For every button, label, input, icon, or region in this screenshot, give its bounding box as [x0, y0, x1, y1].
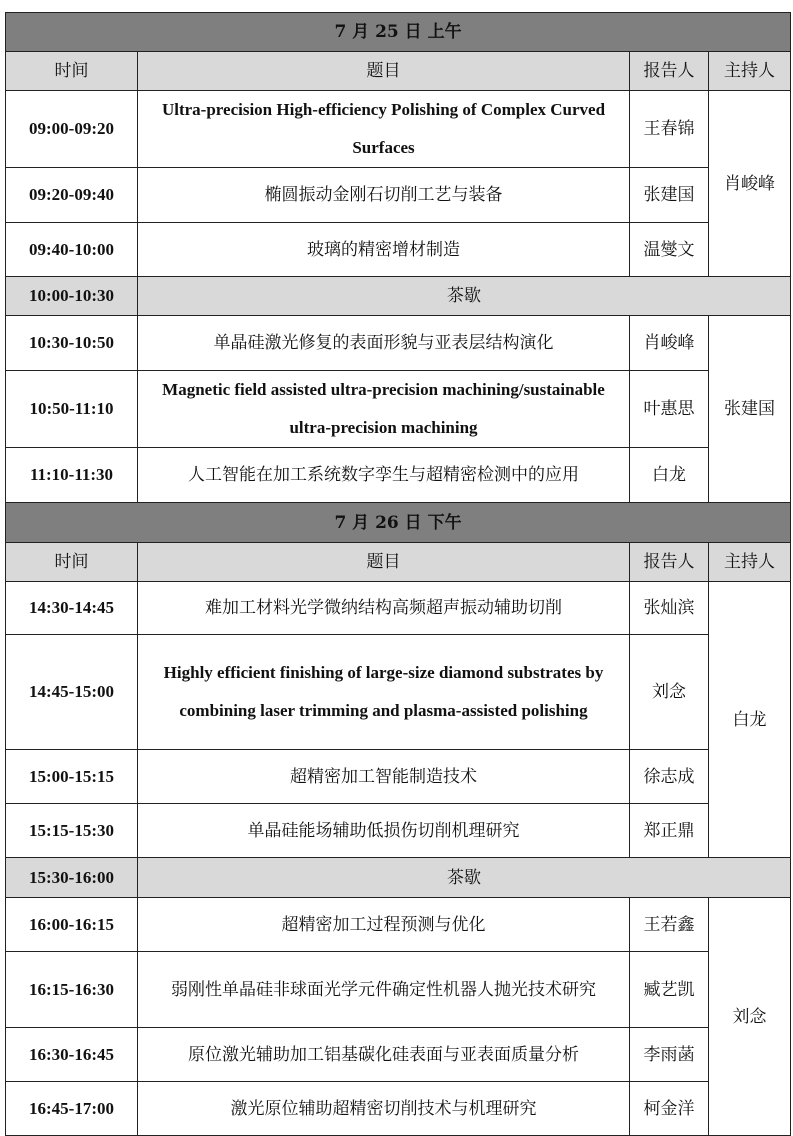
break-time-cell: 15:30-16:00 — [6, 858, 138, 898]
speaker-cell: 张灿滨 — [630, 582, 709, 635]
host-cell: 肖峻峰 — [709, 91, 791, 277]
break-row — [6, 277, 791, 316]
topic-cell: 单晶硅能场辅助低损伤切削机理研究 — [138, 804, 630, 858]
topic-cell: Ultra-precision High-efficiency Polishing of Complex Curved Surfaces — [138, 91, 630, 168]
day-banner: 7 月 26 日 下午 — [6, 503, 791, 543]
speaker-cell: 肖峻峰 — [630, 316, 709, 371]
speaker-cell: 叶惠思 — [630, 371, 709, 448]
time-cell: 09:00-09:20 — [6, 91, 138, 168]
table-row — [6, 750, 791, 804]
time-cell: 16:00-16:15 — [6, 898, 138, 952]
table-row — [6, 223, 791, 277]
speaker-cell: 张建国 — [630, 168, 709, 223]
table-row — [6, 91, 791, 168]
topic-cell: 激光原位辅助超精密切削技术与机理研究 — [138, 1082, 630, 1136]
host-cell: 张建国 — [709, 316, 791, 503]
day-banner-row — [6, 503, 791, 543]
table-row — [6, 316, 791, 371]
time-cell: 11:10-11:30 — [6, 448, 138, 503]
topic-cell: 椭圆振动金刚石切削工艺与装备 — [138, 168, 630, 223]
speaker-cell: 温燮文 — [630, 223, 709, 277]
table-row — [6, 952, 791, 1028]
break-label-cell: 茶歇 — [138, 277, 791, 316]
speaker-cell: 郑正鼎 — [630, 804, 709, 858]
day-banner-row — [6, 13, 791, 52]
header-row — [6, 543, 791, 582]
header-row — [6, 52, 791, 91]
topic-cell: 玻璃的精密增材制造 — [138, 223, 630, 277]
speaker-cell: 王春锦 — [630, 91, 709, 168]
break-time-cell: 10:00-10:30 — [6, 277, 138, 316]
speaker-cell: 白龙 — [630, 448, 709, 503]
speaker-cell: 臧艺凯 — [630, 952, 709, 1028]
time-cell: 14:30-14:45 — [6, 582, 138, 635]
topic-cell: Magnetic field assisted ultra-precision machining/sustainable ultra-precision machining — [138, 371, 630, 448]
day-banner: 7 月 25 日 上午 — [6, 13, 791, 52]
table-row — [6, 898, 791, 952]
topic-cell: 难加工材料光学微纳结构高频超声振动辅助切削 — [138, 582, 630, 635]
col-header-speaker: 报告人 — [630, 52, 709, 91]
col-header-host: 主持人 — [709, 52, 791, 91]
table-row — [6, 1028, 791, 1082]
speaker-cell: 王若鑫 — [630, 898, 709, 952]
topic-cell: 单晶硅激光修复的表面形貌与亚表层结构演化 — [138, 316, 630, 371]
topic-cell: 人工智能在加工系统数字孪生与超精密检测中的应用 — [138, 448, 630, 503]
topic-cell: 超精密加工过程预测与优化 — [138, 898, 630, 952]
col-header-time: 时间 — [6, 543, 138, 582]
topic-cell: 弱刚性单晶硅非球面光学元件确定性机器人抛光技术研究 — [138, 952, 630, 1028]
col-header-topic: 题目 — [138, 543, 630, 582]
col-header-time: 时间 — [6, 52, 138, 91]
table-row — [6, 168, 791, 223]
table-row — [6, 635, 791, 750]
speaker-cell: 刘念 — [630, 635, 709, 750]
table-row — [6, 1082, 791, 1136]
time-cell: 16:15-16:30 — [6, 952, 138, 1028]
table-row — [6, 582, 791, 635]
host-cell: 白龙 — [709, 582, 791, 858]
time-cell: 10:50-11:10 — [6, 371, 138, 448]
time-cell: 09:40-10:00 — [6, 223, 138, 277]
speaker-cell: 柯金洋 — [630, 1082, 709, 1136]
time-cell: 15:15-15:30 — [6, 804, 138, 858]
break-label-cell: 茶歇 — [138, 858, 791, 898]
time-cell: 14:45-15:00 — [6, 635, 138, 750]
break-row — [6, 858, 791, 898]
speaker-cell: 李雨菡 — [630, 1028, 709, 1082]
table-row — [6, 371, 791, 448]
time-cell: 09:20-09:40 — [6, 168, 138, 223]
schedule-table — [5, 12, 791, 1136]
topic-cell: 原位激光辅助加工铝基碳化硅表面与亚表面质量分析 — [138, 1028, 630, 1082]
time-cell: 16:45-17:00 — [6, 1082, 138, 1136]
topic-cell: 超精密加工智能制造技术 — [138, 750, 630, 804]
table-row — [6, 804, 791, 858]
col-header-speaker: 报告人 — [630, 543, 709, 582]
col-header-topic: 题目 — [138, 52, 630, 91]
host-cell: 刘念 — [709, 898, 791, 1136]
time-cell: 16:30-16:45 — [6, 1028, 138, 1082]
speaker-cell: 徐志成 — [630, 750, 709, 804]
table-row — [6, 448, 791, 503]
col-header-host: 主持人 — [709, 543, 791, 582]
time-cell: 15:00-15:15 — [6, 750, 138, 804]
topic-cell: Highly efficient finishing of large-size diamond substrates by combining laser trimming and plasma-assisted polishing — [138, 635, 630, 750]
time-cell: 10:30-10:50 — [6, 316, 138, 371]
